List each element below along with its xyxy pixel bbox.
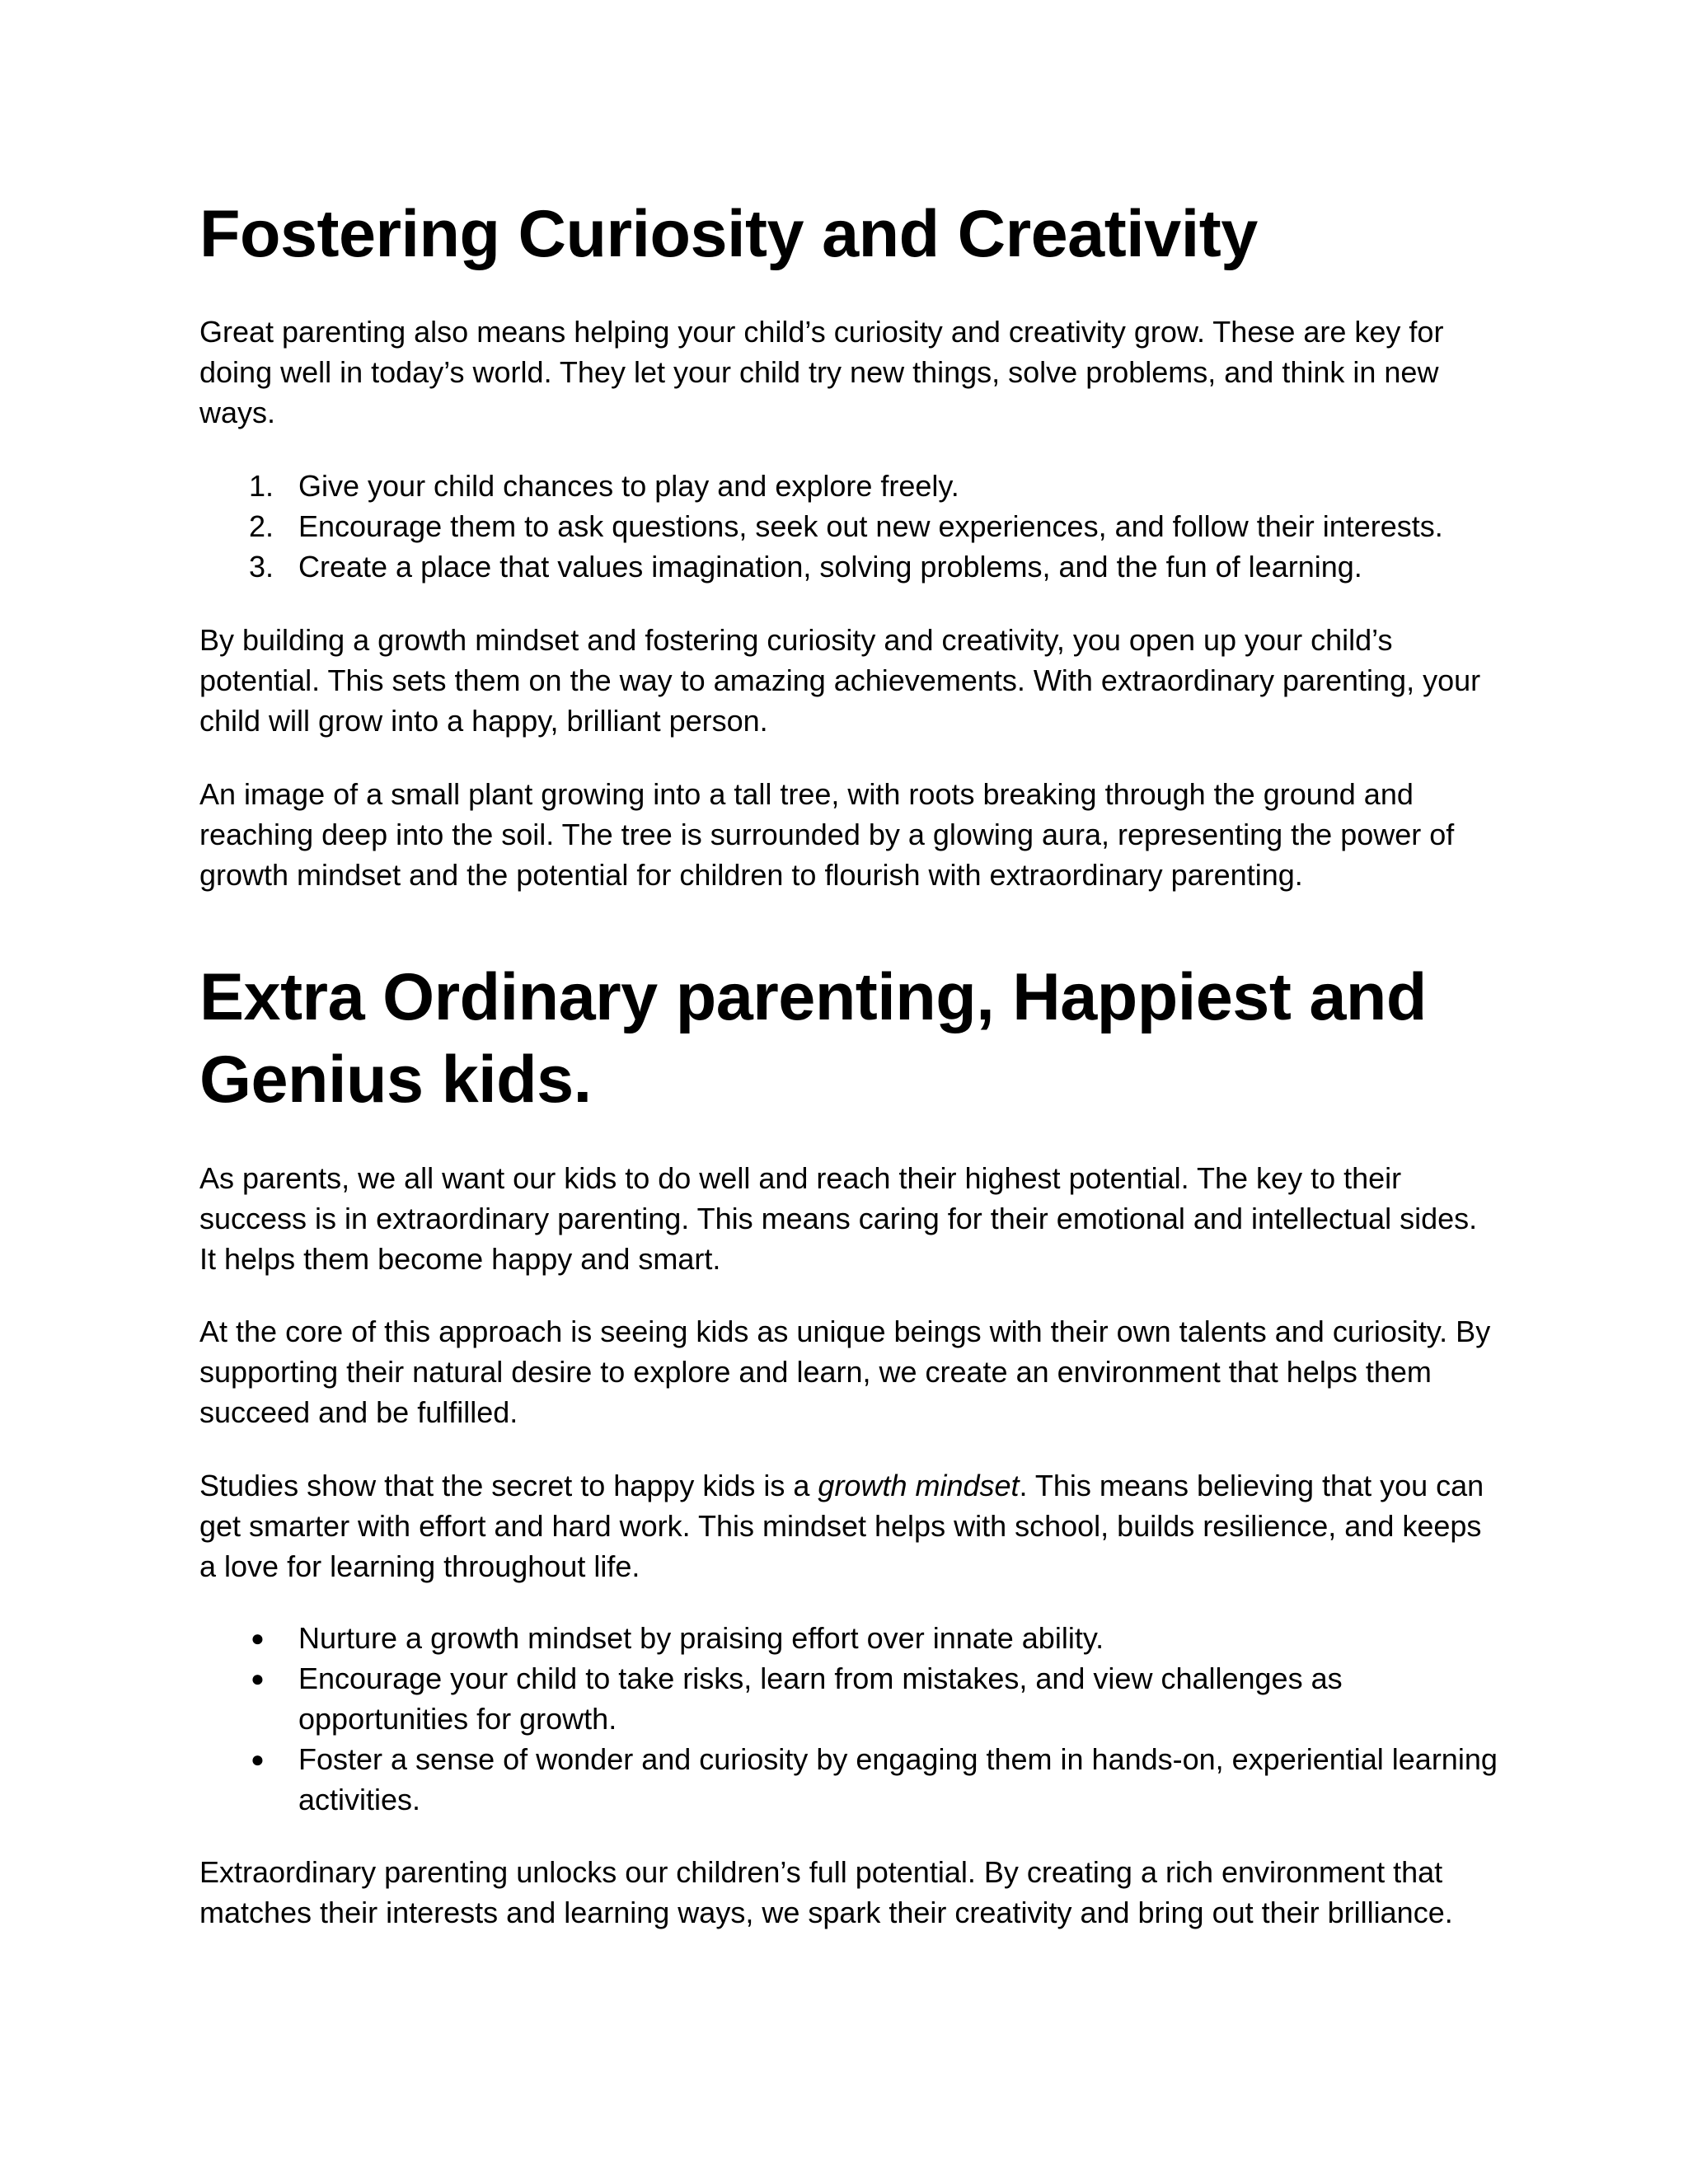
bullet-icon: ●: [251, 1625, 265, 1651]
list-item-text: Give your child chances to play and explore freely.: [298, 469, 959, 503]
paragraph-studies: [199, 1465, 1502, 1586]
section-heading-extraordinary-parenting: Extra Ordinary parenting, Happiest and Genius kids.: [199, 960, 1427, 1117]
list-number: 2.: [249, 509, 274, 543]
section-heading-curiosity: Fostering Curiosity and Creativity: [199, 197, 1258, 271]
list-number: 1.: [249, 469, 274, 503]
list-item: [199, 506, 1443, 546]
list-item: [199, 466, 1443, 506]
bullet-list: [199, 1618, 1502, 1820]
paragraph-core-approach: At the core of this approach is seeing kids as unique beings with their own talents and curiosity. By supporting their natural desire to explore and learn, we create an environment that helps them succeed and be fulfilled.: [199, 1315, 1491, 1429]
list-item: [199, 1618, 1502, 1658]
paragraph-parents: As parents, we all want our kids to do well and reach their highest potential. The key to their success is in extraordinary parenting. This means caring for their emotional and intellectual sides. It helps them become happy and smart.: [199, 1161, 1478, 1276]
list-item-text: Create a place that values imagination, solving problems, and the fun of learning.: [298, 550, 1362, 583]
paragraph-intro: Great parenting also means helping your child’s curiosity and creativity grow. These are key for doing well in today’s world. They let your child try new things, solve problems, and think in new ways.: [199, 315, 1444, 429]
bullet-icon: ●: [251, 1666, 265, 1691]
paragraph-growth-mindset: By building a growth mindset and fostering curiosity and creativity, you open up your child’s potential. This sets them on the way to amazing achievements. With extraordinary parenting, your child will grow into a happy, brilliant person.: [199, 623, 1481, 738]
text-run: Studies show that the secret to happy kids is a: [199, 1469, 818, 1502]
paragraph-conclusion: Extraordinary parenting unlocks our children’s full potential. By creating a rich environment that matches their interests and learning ways, we spark their creativity and bring out their brilliance.: [199, 1855, 1453, 1929]
numbered-list: [199, 466, 1443, 587]
list-item: [199, 1658, 1502, 1739]
list-item: [199, 546, 1443, 587]
list-item-text: Foster a sense of wonder and curiosity by engaging them in hands-on, experiential learning activities.: [298, 1742, 1498, 1816]
emphasis-growth-mindset: growth mindset: [818, 1469, 1020, 1502]
list-item-text: Encourage them to ask questions, seek out new experiences, and follow their interests.: [298, 509, 1443, 543]
list-item-text: Nurture a growth mindset by praising effort over innate ability.: [298, 1621, 1104, 1655]
paragraph-image-description: An image of a small plant growing into a tall tree, with roots breaking through the ground and reaching deep into the soil. The tree is surrounded by a glowing aura, representing the power of growth mindset and the potential for children to flourish with extraordinary parenting.: [199, 777, 1455, 892]
list-item-text: Encourage your child to take risks, learn from mistakes, and view challenges as opportunities for growth.: [298, 1661, 1343, 1736]
list-item: [199, 1739, 1502, 1820]
text-run: . This means believing that you can get smarter with effort and hard work. This mindset helps with school, builds resilience, and keeps a love for learning throughout life.: [199, 1469, 1484, 1583]
list-number: 3.: [249, 550, 274, 583]
bullet-icon: ●: [251, 1746, 265, 1772]
